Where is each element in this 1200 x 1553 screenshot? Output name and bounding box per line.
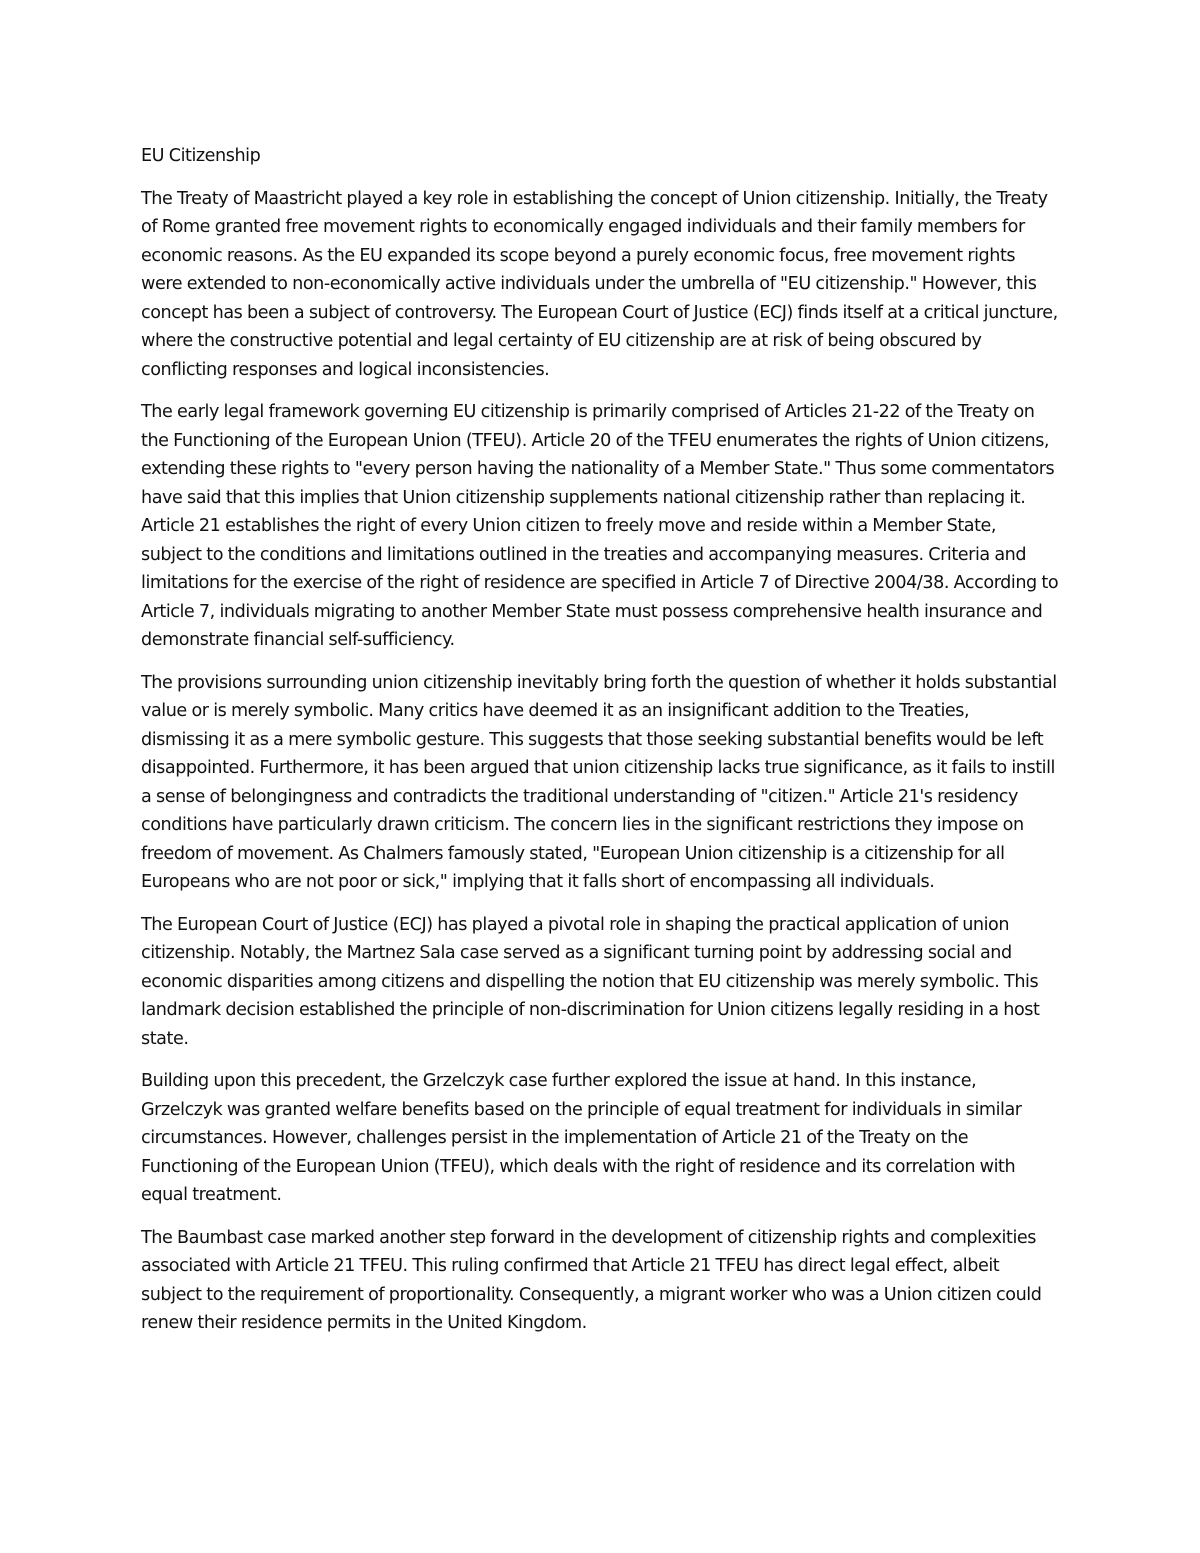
paragraph-symbolic-value: The provisions surrounding union citizenship inevitably bring forth the question of whether it holds substantial value or is merely symbolic. Many critics have deemed it as an insignificant addition to the Treaties, dismissing it as a mere symbolic gesture. This suggests that those seeking substantial benefits would be left disappointed. Furthermore, it has been argued that union citizenship lacks true significance, as it fails to instill a sense of belongingness and contradicts the traditional understanding of "citizen." Article 21's residency conditions have particularly drawn criticism. The concern lies in the significant restrictions they impose on freedom of movement. As Chalmers famously stated, "European Union citizenship is a citizenship for all Europeans who are not poor or sick," implying that it falls short of encompassing all individuals. xyxy=(141,672,1057,892)
document-page xyxy=(141,142,1059,1352)
paragraph-ecj-role: The European Court of Justice (ECJ) has played a pivotal role in shaping the practical application of union citizenship. Notably, the Martnez Sala case served as a significant turning point by addressing social and economic disparities among citizens and dispelling the notion that EU citizenship was merely symbolic. This landmark decision established the principle of non-discrimination for Union citizens legally residing in a host state. xyxy=(141,914,1040,1049)
paragraph-grzelczyk: Building upon this precedent, the Grzelczyk case further explored the issue at hand. In this instance, Grzelczyk was granted welfare benefits based on the principle of equal treatment for individuals in similar circumstances. However, challenges persist in the implementation of Article 21 of the Treaty on the Functioning of the European Union (TFEU), which deals with the right of residence and its correlation with equal treatment. xyxy=(141,1071,1022,1205)
paragraph-maastricht: The Treaty of Maastricht played a key role in establishing the concept of Union citizenship. Initially, the Treaty of Rome granted free movement rights to economically engaged individuals and their family members for economic reasons. As the EU expanded its scope beyond a purely economic focus, free movement rights were extended to non-economically active individuals under the umbrella of "EU citizenship." However, this concept has been a subject of controversy. The European Court of Justice (ECJ) finds itself at a critical juncture, where the constructive potential and legal certainty of EU citizenship are at risk of being obscured by conflicting responses and logical inconsistencies. xyxy=(141,188,1058,380)
paragraph-legal-framework: The early legal framework governing EU citizenship is primarily comprised of Articles 21-22 of the Treaty on the Functioning of the European Union (TFEU). Article 20 of the TFEU enumerates the rights of Union citizens, extending these rights to "every person having the nationality of a Member State." Thus some commentators have said that this implies that Union citizenship supplements national citizenship rather than replacing it. Article 21 establishes the right of every Union citizen to freely move and reside within a Member State, subject to the conditions and limitations outlined in the treaties and accompanying measures. Criteria and limitations for the exercise of the right of residence are specified in Article 7 of Directive 2004/38. According to Article 7, individuals migrating to another Member State must possess comprehensive health insurance and demonstrate financial self-sufficiency. xyxy=(141,402,1059,650)
paragraph-baumbast: The Baumbast case marked another step forward in the development of citizenship rights and complexities associated with Article 21 TFEU. This ruling confirmed that Article 21 TFEU has direct legal effect, albeit subject to the requirement of proportionality. Consequently, a migrant worker who was a Union citizen could renew their residence permits in the United Kingdom. xyxy=(141,1227,1042,1333)
document-title: EU Citizenship xyxy=(141,146,261,166)
